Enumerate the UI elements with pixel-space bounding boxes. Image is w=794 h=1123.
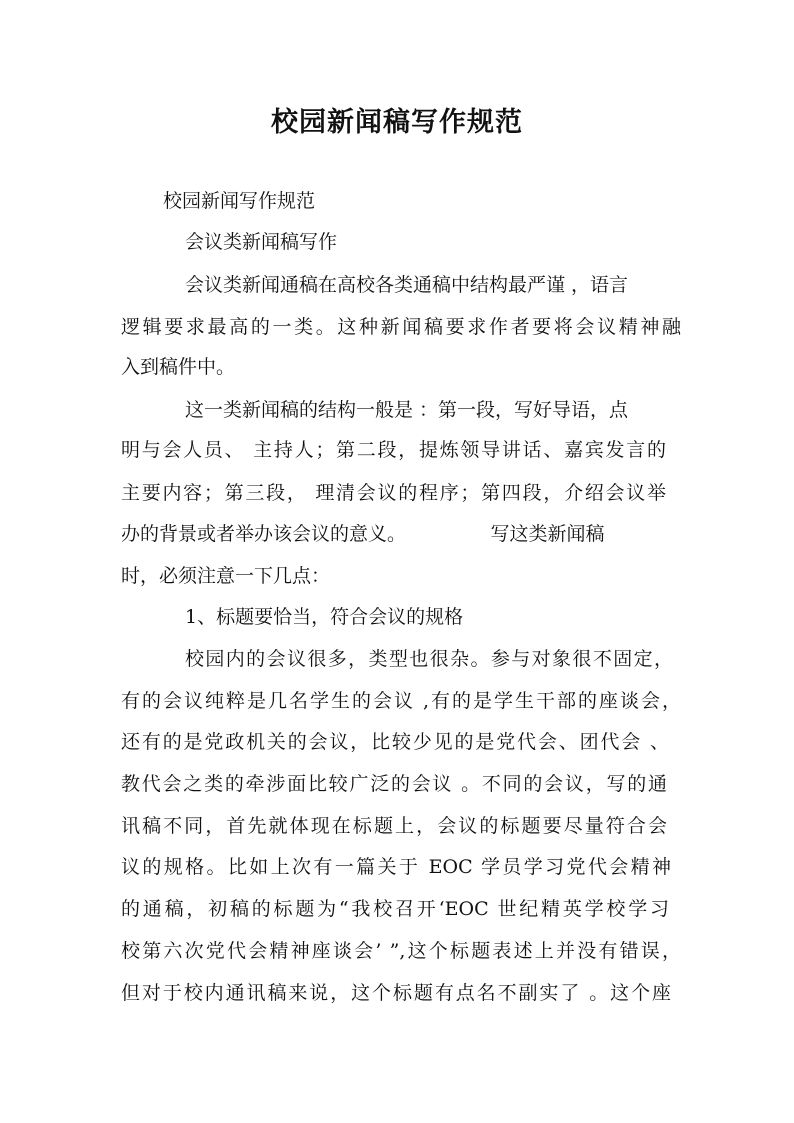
paragraph-line: 校园内的会议很多，类型也很杂。参与对象很不固定，: [185, 648, 673, 670]
section-heading: 会议类新闻稿写作: [185, 231, 338, 253]
paragraph-line: 讯稿不同，首先就体现在标题上，会议的标题要尽量符合会: [121, 815, 667, 837]
paragraph-line: 明与会人员、 主持人；第二段，提炼领导讲话、嘉宾发言的: [121, 439, 666, 461]
paragraph-line: 主要内容；第三段， 理清会议的程序；第四段，介绍会议举: [121, 482, 666, 504]
list-heading: 1、标题要恰当，符合会议的规格: [185, 606, 464, 628]
paragraph-line: 但对于校内通讯稿来说，这个标题有点名不副实了 。这个座: [121, 982, 671, 1004]
paragraph-line: 这一类新闻稿的结构一般是 ：第一段，写好导语，点: [185, 399, 629, 421]
paragraph-line: 时，必须注意一下几点：: [121, 565, 331, 587]
paragraph-line: 议的规格。比如上次有一篇关于 EOC 学员学习党代会精神: [121, 856, 671, 878]
paragraph-line: 办的背景或者举办该会议的意义。 写这类新闻稿: [121, 523, 605, 545]
paragraph-line: 还有的是党政机关的会议，比较少见的是党代会、团代会 、: [121, 731, 669, 753]
paragraph-line: 的通稿，初稿的标题为“我校召开‘EOC 世纪精英学校学习: [121, 898, 669, 920]
paragraph-line: 有的会议纯粹是几名学生的会议 ,有的是学生干部的座谈会，: [121, 690, 681, 712]
paragraph-line: 逻辑要求最高的一类。这种新闻稿要求作者要将会议精神融: [121, 316, 681, 338]
paragraph-line: 校第六次党代会精神座谈会’ ”,这个标题表述上并没有错误，: [121, 940, 681, 962]
paragraph-line: 会议类新闻通稿在高校各类通稿中结构最严谨 ，语言: [185, 274, 629, 296]
document-title: 校园新闻稿写作规范: [271, 107, 523, 138]
paragraph-line: 入到稿件中。: [121, 356, 236, 378]
document-subtitle: 校园新闻写作规范: [163, 190, 316, 212]
paragraph-line: 教代会之类的牵涉面比较广泛的会议 。不同的会议，写的通: [121, 773, 667, 795]
